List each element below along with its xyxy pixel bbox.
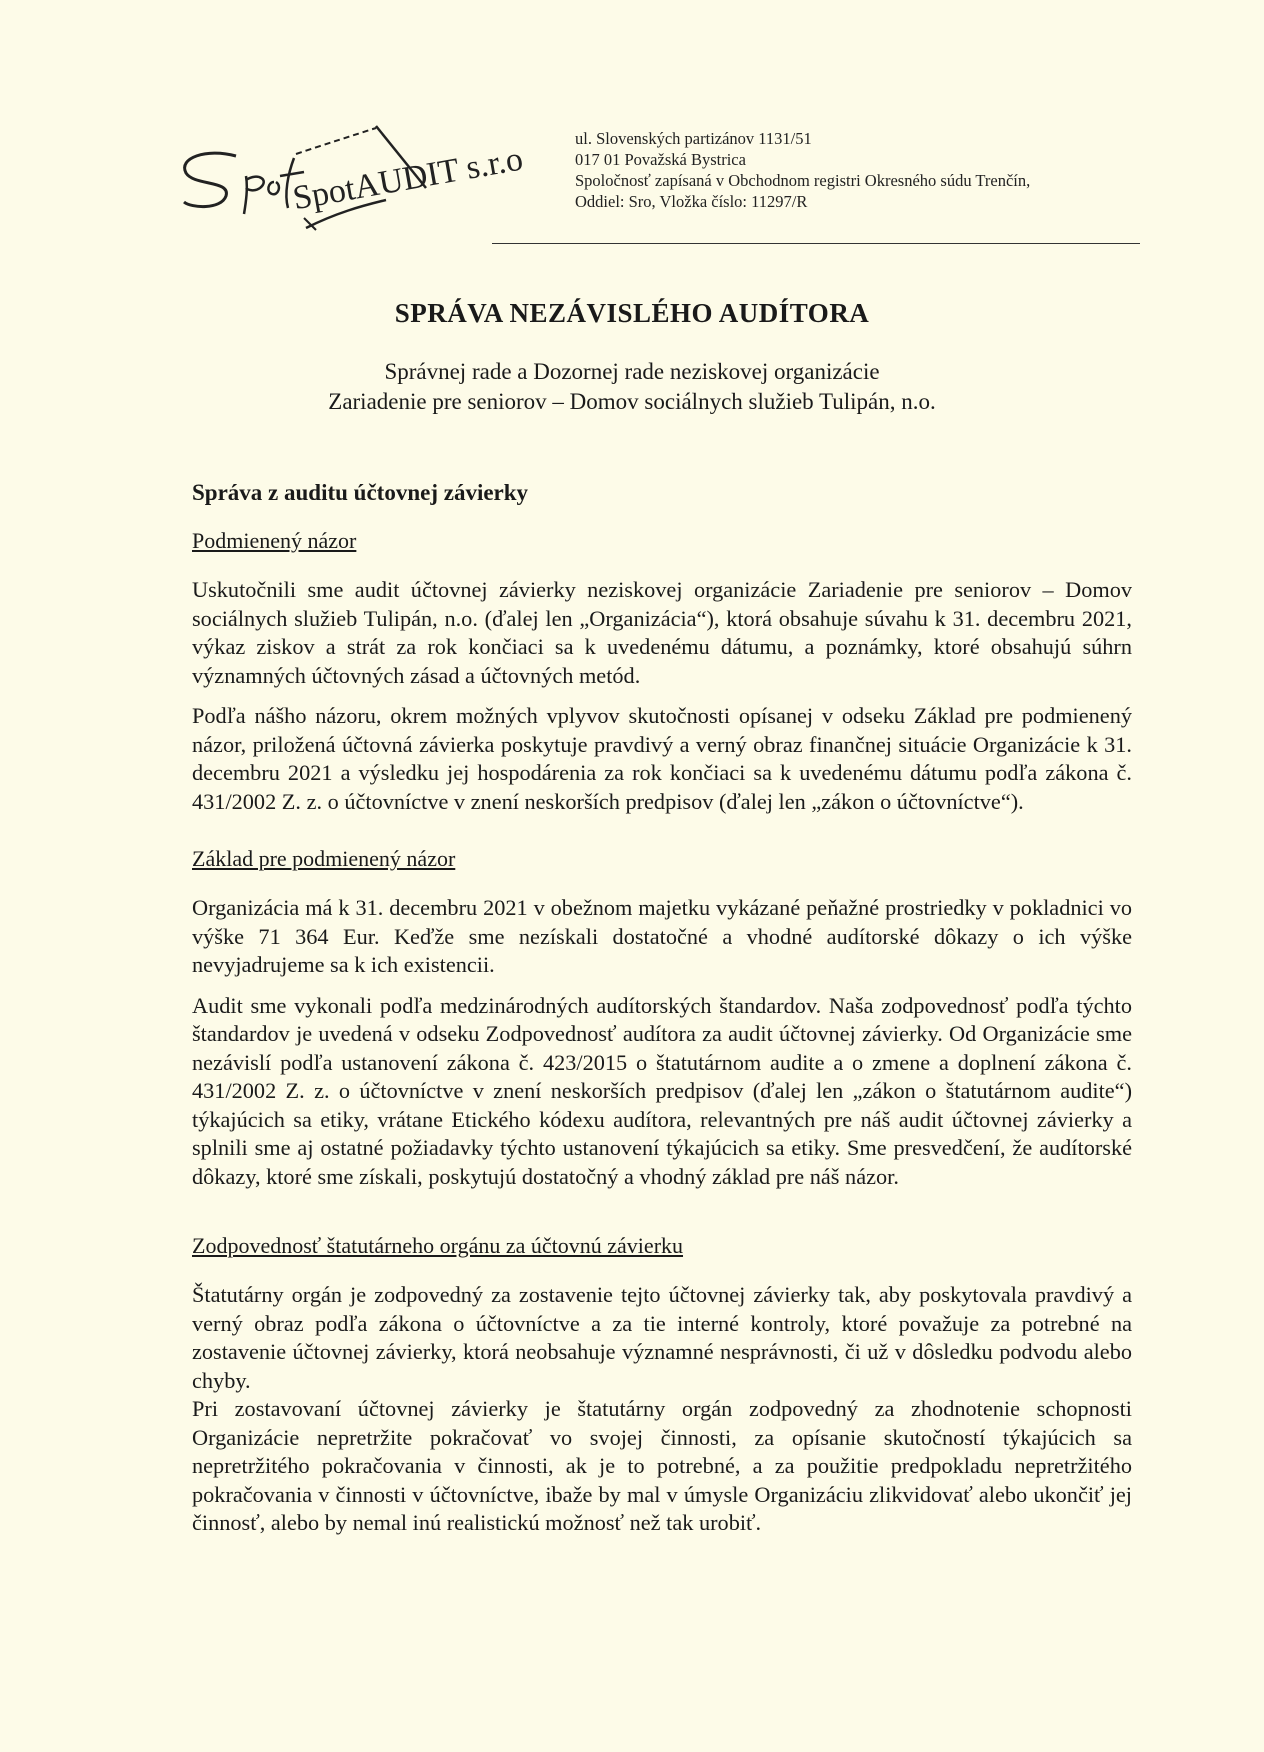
- document-subtitle: [0, 357, 1264, 417]
- subsection-heading-responsibility: Zodpovednosť štatutárneho orgánu za účtovnú závierku: [192, 1233, 684, 1258]
- paragraph: Audit sme vykonali podľa medzinárodných audítorských štandardov. Naša zodpovednosť podľa týchto štandardov je uvedená v odseku Zodpovednosť audítora za audit účtovnej závierky. Od Organizácie sme nezávislí podľa ustanovení zákona č. 423/2015 o štatutárnom audite a o zmene a doplnení zákona č. 431/2002 Z. z. o účtovníctve v znení neskorších predpisov (ďalej len „zákon o štatutárnom audite“) týkajúcich sa etiky, vrátane Etického kódexu audítora, relevantných pre náš audit účtovnej závierky a splnili sme aj ostatné požiadavky týchto ustanovení týkajúcich sa etiky. Sme presvedčení, že audítorské dôkazy, ktoré sme získali, poskytujú dostatočný a vhodný základ pre náš názor.: [192, 992, 1132, 1189]
- address-line: Oddiel: Sro, Vložka číslo: 11297/R: [575, 192, 808, 211]
- paragraph: Štatutárny orgán je zodpovedný za zostavenie tejto účtovnej závierky tak, aby poskytovala pravdivý a verný obraz podľa zákona o účtovníctve a za tie interné kontroly, ktoré považuje za potrebné na zostavenie účtovnej závierky, ktorá neobsahuje významné nesprávnosti, či už v dôsledku podvodu alebo chyby.: [192, 1282, 1132, 1393]
- paragraph: Pri zostavovaní účtovnej závierky je štatutárny orgán zodpovedný za zhodnotenie schopnosti Organizácie nepretržite pokračovať vo svojej činnosti, za opísanie skutočností týkajúcich sa nepretržitého pokračovania v činnosti, ak je to potrebné, a za použitie predpokladu nepretržitého pokračovania v činnosti v účtovníctve, ibaže by mal v úmysle Organizáciu zlikvidovať alebo ukončiť jej činnosť, alebo by nemal inú realistickú možnosť než tak urobiť.: [192, 1396, 1132, 1535]
- paragraph: Uskutočnili sme audit účtovnej závierky neziskovej organizácie Zariadenie pre seniorov – Domov sociálnych služieb Tulipán, n.o. (ďalej len „Organizácia“), ktorá obsahuje súvahu k 31. decembru 2021, výkaz ziskov a strát za rok končiaci sa k uvedenému dátumu, a poznámky, ktoré obsahujú súhrn významných účtovných zásad a účtovných metód.: [192, 577, 1132, 688]
- subsection-heading-basis: Základ pre podmienený názor: [192, 846, 456, 871]
- report-body: [192, 480, 1132, 1550]
- address-line: Spoločnosť zapísaná v Obchodnom registri Okresného súdu Trenčín,: [575, 171, 1031, 190]
- paragraph: Podľa nášho názoru, okrem možných vplyvov skutočnosti opísanej v odseku Základ pre podmienený názor, priložená účtovná závierka poskytuje pravdivý a verný obraz finančnej situácie Organizácie k 31. decembru 2021 a výsledku jej hospodárenia za rok končiaci sa k uvedenému dátumu podľa zákona č. 431/2002 Z. z. o účtovníctve v znení neskorších predpisov (ďalej len „zákon o účtovníctve“).: [192, 703, 1132, 814]
- header-divider: [492, 243, 1140, 244]
- document-title: SPRÁVA NEZÁVISLÉHO AUDÍTORA: [394, 298, 870, 328]
- address-line: ul. Slovenských partizánov 1131/51: [575, 129, 812, 148]
- company-address: [575, 128, 1030, 212]
- logo-text: SpotAUDIT s.r.o: [290, 140, 526, 218]
- address-line: 017 01 Považská Bystrica: [575, 150, 746, 169]
- subtitle-line: Správnej rade a Dozornej rade neziskovej organizácie: [384, 359, 880, 384]
- section-heading: Správa z auditu účtovnej závierky: [192, 480, 529, 505]
- company-logo: [176, 118, 526, 268]
- paragraph: Organizácia má k 31. decembru 2021 v obežnom majetku vykázané peňažné prostriedky v pokladnici vo výške 71 364 Eur. Keďže sme nezískali dostatočné a vhodné audítorské dôkazy o ich výške nevyjadrujeme sa k ich existencii.: [192, 895, 1132, 977]
- subsection-heading-opinion: Podmienený názor: [192, 528, 357, 553]
- subtitle-line: Zariadenie pre seniorov – Domov sociálnych služieb Tulipán, n.o.: [328, 389, 936, 414]
